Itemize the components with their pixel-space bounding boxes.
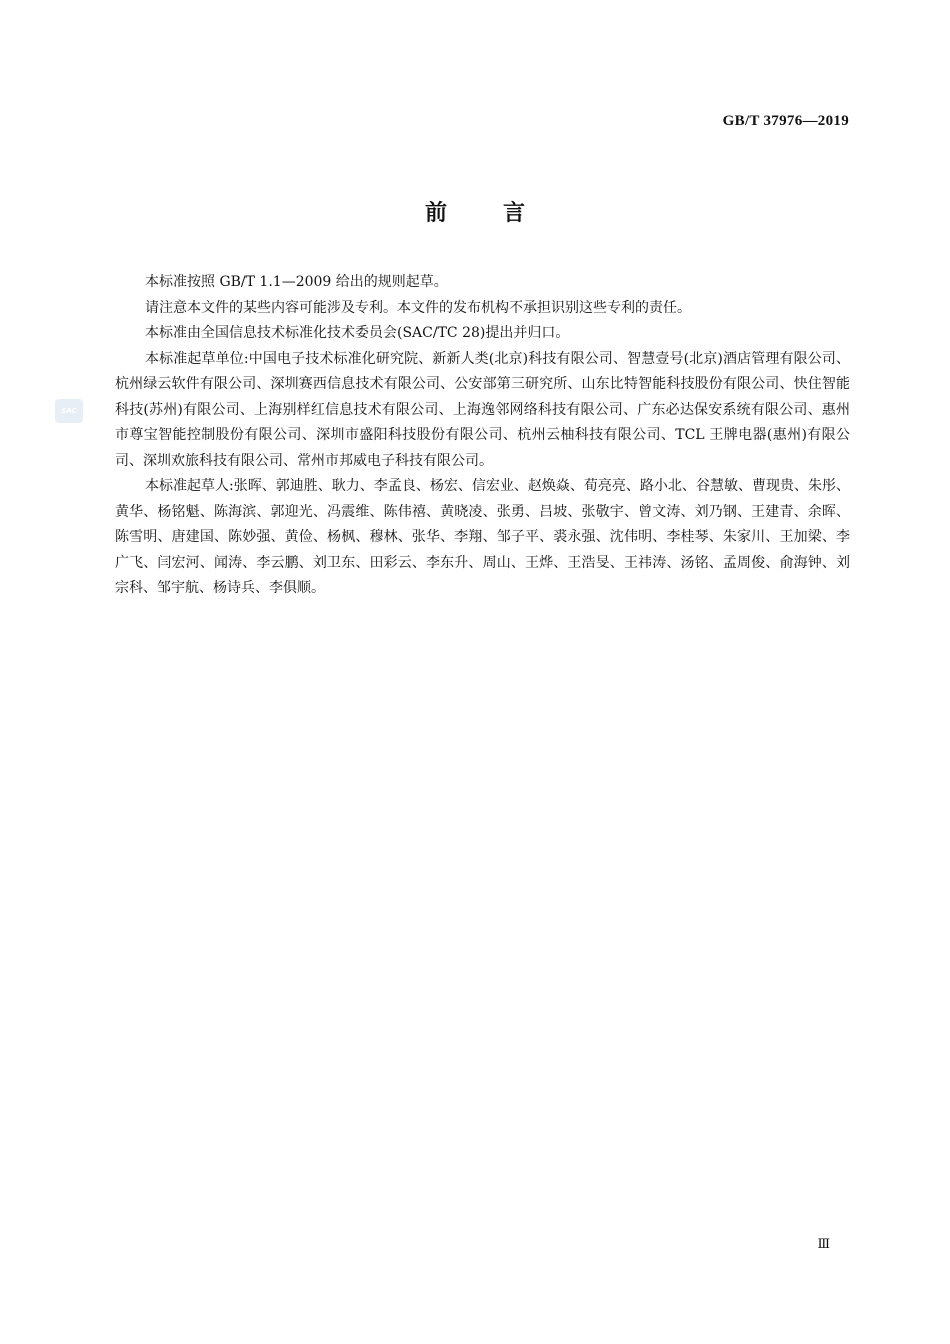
- page-title: 前言: [424, 201, 581, 226]
- paragraph-patent-notice: 请注意本文件的某些内容可能涉及专利。本文件的发布机构不承担识别这些专利的责任。: [145, 299, 691, 316]
- document-body: [115, 270, 850, 602]
- page-number: Ⅲ: [817, 1236, 830, 1251]
- paragraph-drafting-organizations: 本标准起草单位:中国电子技术标准化研究院、新新人类(北京)科技有限公司、智慧壹号(北京)酒店管理有限公司、杭州绿云软件有限公司、深圳赛西信息技术有限公司、公安部第三研究所、山东比特智能科技股份有限公司、快住智能科技(苏州)有限公司、上海别样红信息技术有限公司、上海逸邻网络科技有限公司、广东必达保安系统有限公司、惠州市尊宝智能控制股份有限公司、深圳市盛阳科技股份有限公司、杭州云柚科技有限公司、TCL 王牌电器(惠州)有限公司、深圳欢旅科技有限公司、常州市邦威电子科技有限公司。: [115, 350, 850, 469]
- sac-watermark-logo: SAC: [55, 399, 83, 423]
- paragraph-drafting-rules: 本标准按照 GB/T 1.1—2009 给出的规则起草。: [145, 274, 448, 290]
- paragraph-proposing-body: 本标准由全国信息技术标准化技术委员会(SAC/TC 28)提出并归口。: [145, 325, 570, 341]
- paragraph-drafters: 本标准起草人:张晖、郭迪胜、耿力、李孟良、杨宏、信宏业、赵焕焱、荀亮亮、路小北、谷慧敏、曹现贵、朱彤、黄华、杨铭魁、陈海滨、郭迎光、冯震维、陈伟禧、黄晓凌、张勇、吕坡、张敬宇、曾文涛、刘乃钢、王建青、余晖、陈雪明、唐建国、陈妙强、黄俭、杨枫、穆林、张华、李翔、邹子平、裘永强、沈伟明、李桂琴、朱家川、王加梁、李广飞、闫宏河、闻涛、李云鹏、刘卫东、田彩云、李东升、周山、王烨、王浩旻、王祎涛、汤铭、孟周俊、俞海钟、刘宗科、邹宇航、杨诗兵、李俱顺。: [115, 478, 850, 596]
- standard-code: GB/T 37976—2019: [722, 113, 849, 129]
